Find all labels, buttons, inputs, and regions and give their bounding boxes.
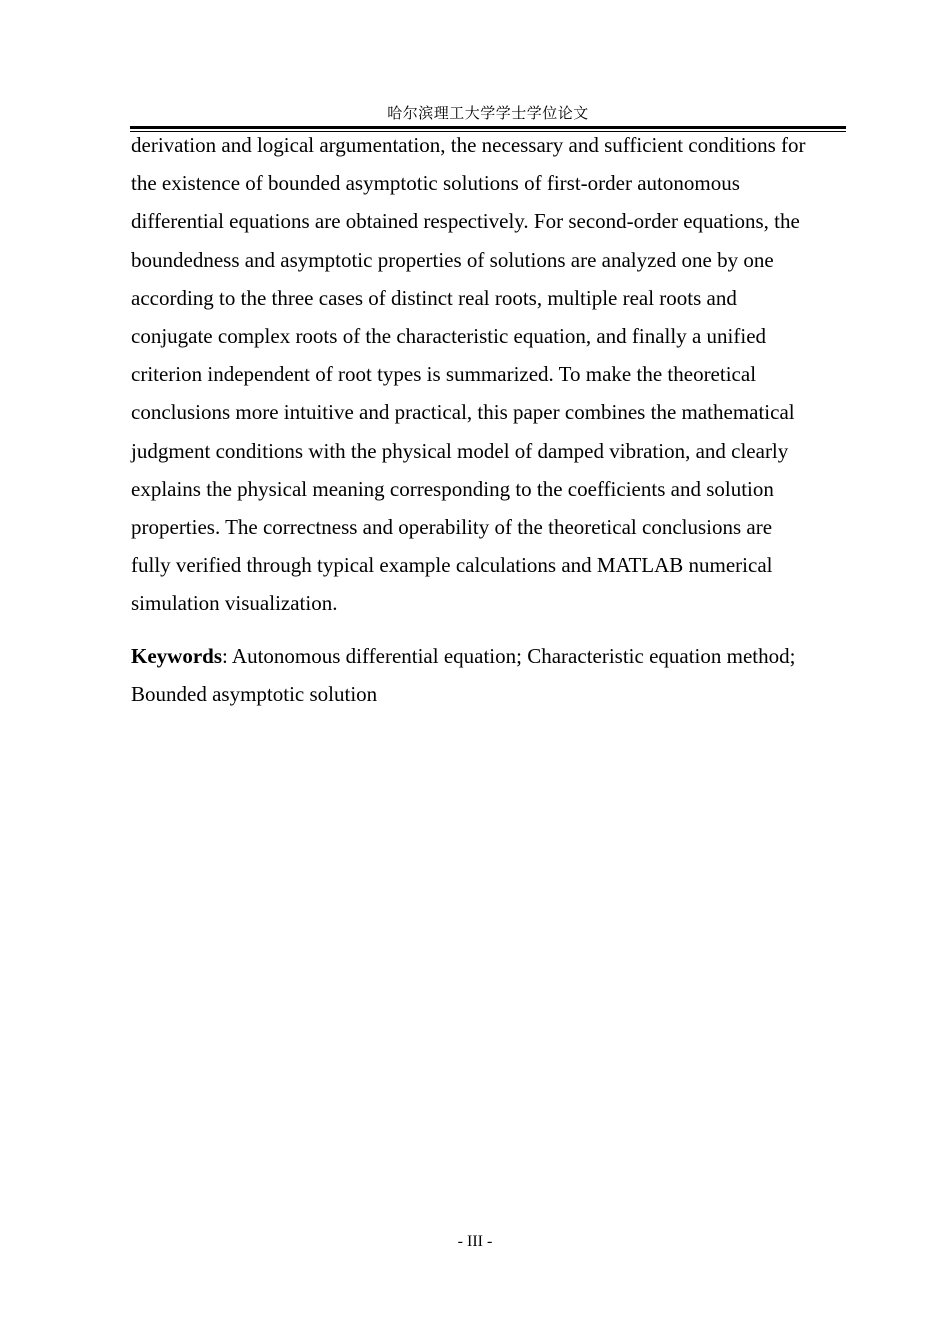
abstract-line: fully verified through typical example calculations and MATLAB numerical	[131, 553, 773, 578]
abstract-line: conclusions more intuitive and practical, this paper combines the mathematical	[131, 400, 795, 425]
page-header: 哈尔滨理工大学学士学位论文	[387, 106, 589, 122]
abstract-line: judgment conditions with the physical model of damped vibration, and clearly	[131, 438, 789, 463]
keywords-line-2: Bounded asymptotic solution	[131, 682, 378, 707]
keywords-block	[131, 637, 847, 713]
abstract-line: explains the physical meaning corresponding to the coefficients and solution	[131, 476, 774, 501]
keywords-text: : Autonomous differential equation; Characteristic equation method;	[222, 644, 796, 668]
abstract-body	[131, 126, 847, 623]
abstract-line: differential equations are obtained respectively. For second-order equations, the	[131, 209, 800, 234]
abstract-line: derivation and logical argumentation, the necessary and sufficient conditions for	[131, 133, 806, 157]
abstract-line: the existence of bounded asymptotic solutions of first-order autonomous	[131, 171, 740, 196]
keywords-line	[131, 637, 847, 675]
abstract-line: simulation visualization.	[131, 591, 338, 616]
keywords-label: Keywords	[131, 644, 222, 668]
abstract-line: criterion independent of root types is summarized. To make the theoretical	[131, 362, 757, 387]
abstract-line: conjugate complex roots of the characteristic equation, and finally a unified	[131, 324, 767, 349]
page-number: - III -	[457, 1233, 493, 1250]
abstract-line: boundedness and asymptotic properties of solutions are analyzed one by one	[131, 247, 774, 272]
abstract-line: properties. The correctness and operability of the theoretical conclusions are	[131, 515, 773, 540]
abstract-line: according to the three cases of distinct real roots, multiple real roots and	[131, 285, 737, 310]
